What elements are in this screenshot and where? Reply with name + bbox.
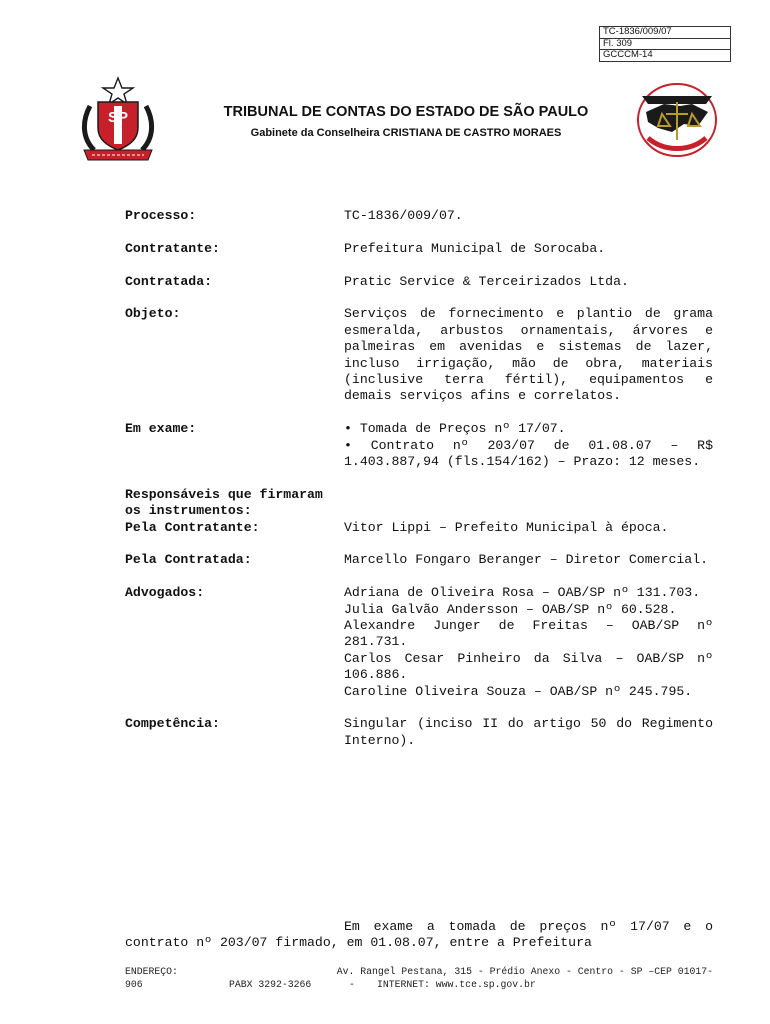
field-label: Objeto:	[125, 306, 181, 322]
field-contratada	[125, 274, 713, 290]
crest-star-icon	[103, 78, 133, 104]
stamp-page-number: Fl. 309	[600, 39, 730, 51]
stamp-office-code: GCCCM-14	[603, 49, 653, 60]
list-item: Caroline Oliveira Souza – OAB/SP nº 245.795.	[344, 683, 693, 699]
case-summary	[125, 208, 713, 749]
footer-address-line	[125, 965, 713, 978]
list-item: Adriana de Oliveira Rosa – OAB/SP nº 131.703.	[344, 585, 701, 601]
field-label: Processo:	[125, 208, 197, 223]
field-label: Contratante:	[125, 240, 220, 256]
field-value	[344, 585, 713, 700]
field-label: Advogados:	[125, 585, 205, 601]
list-item: Julia Galvão Andersson – OAB/SP nº 60.528.	[344, 601, 677, 617]
field-contratante	[125, 241, 713, 257]
office-subtitle: Gabinete da Conselheira CRISTIANA DE CASTRO MORAES	[250, 127, 562, 139]
process-stamp	[599, 26, 731, 62]
field-em-exame	[125, 421, 713, 470]
field-label: Pela Contratante:	[125, 519, 260, 535]
footer-separator: -	[349, 979, 355, 990]
tce-seal-logo	[636, 82, 718, 158]
paragraph-text: Em exame a tomada de preços nº 17/07 e o contrato nº 203/07 firmado, em 01.08.07, entre a Prefeitura	[125, 919, 713, 951]
crest-letters: SP	[107, 109, 129, 126]
list-item: • Tomada de Preços nº 17/07.	[344, 421, 566, 437]
field-value: Vitor Lippi – Prefeito Municipal à época.	[344, 519, 669, 535]
field-value: Marcello Fongaro Beranger – Diretor Comercial.	[344, 552, 709, 568]
footer-address-label: ENDEREÇO:	[125, 966, 178, 977]
list-item: • Contrato nº 203/07 de 01.08.07 – R$ 1.403.887,94 (fls.154/162) – Prazo: 12 meses.	[344, 437, 713, 470]
footer-address-value: Av. Rangel Pestana, 315 - Prédio Anexo - Centro - SP –CEP 01017-	[336, 966, 713, 977]
field-processo	[125, 208, 713, 224]
footer-contact-line	[125, 978, 713, 991]
stamp-process-number: TC-1836/009/07	[600, 27, 730, 39]
sao-paulo-coat-of-arms-logo	[78, 76, 158, 164]
footer-internet-link[interactable]: INTERNET: www.tce.sp.gov.br	[377, 979, 536, 990]
field-objeto	[125, 306, 713, 404]
responsaveis-label-line: os instrumentos:	[125, 503, 252, 519]
field-competencia	[125, 716, 713, 749]
field-value: TC-1836/009/07.	[344, 208, 463, 223]
footer-cep-end: 906	[125, 979, 143, 990]
body-paragraph	[125, 919, 713, 952]
field-label: Contratada:	[125, 273, 213, 289]
field-value: Serviços de fornecimento e plantio de grama esmeralda, arbustos ornamentais, árvores e palmeiras em avenidas e sistemas de lazer, incluso irrigação, mão de obra, materiais (inclusive terra fértil), equipamentos e demais serviços afins e correlatos.	[344, 306, 713, 404]
list-item: Carlos Cesar Pinheiro da Silva – OAB/SP nº 106.886.	[344, 650, 713, 683]
page-footer	[125, 965, 713, 991]
list-item: Alexandre Junger de Freitas – OAB/SP nº 281.731.	[344, 618, 713, 650]
field-value	[344, 421, 713, 470]
institution-title: TRIBUNAL DE CONTAS DO ESTADO DE SÃO PAULO	[223, 104, 589, 120]
responsaveis-label-line: Responsáveis que firmaram	[125, 486, 323, 502]
field-advogados	[125, 585, 713, 700]
field-label: Competência:	[125, 716, 220, 732]
field-responsaveis-label	[125, 487, 713, 520]
field-pela-contratante	[125, 520, 713, 536]
field-value: Pratic Service & Terceirizados Ltda.	[344, 273, 629, 289]
field-pela-contratada	[125, 552, 713, 568]
field-label: Em exame:	[125, 421, 197, 437]
footer-pabx: PABX 3292-3266	[229, 979, 312, 990]
field-value: Singular (inciso II do artigo 50 do Regimento Interno).	[344, 716, 713, 748]
field-label: Pela Contratada:	[125, 552, 252, 568]
field-value: Prefeitura Municipal de Sorocaba.	[344, 240, 606, 256]
